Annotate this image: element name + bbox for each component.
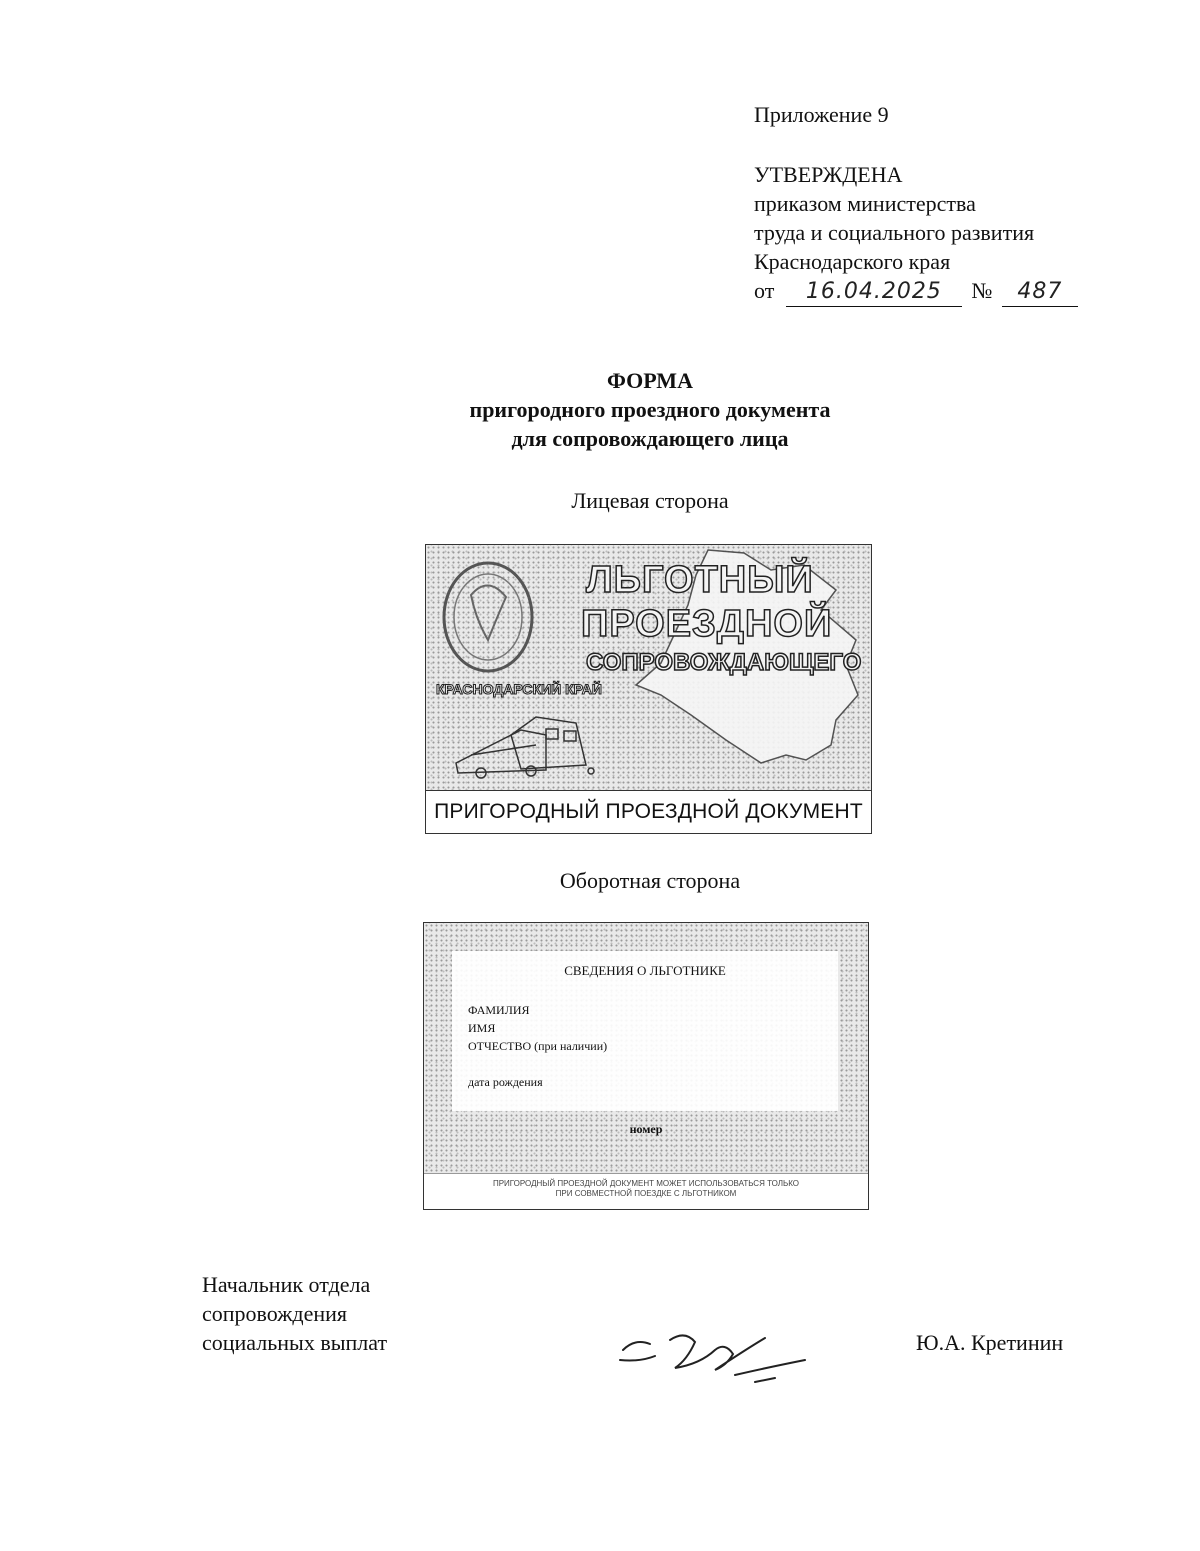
front-side-label: Лицевая сторона xyxy=(571,488,729,513)
footer-note-line-1: ПРИГОРОДНЫЙ ПРОЕЗДНОЙ ДОКУМЕНТ МОЖЕТ ИСПОЛЬЗОВАТЬСЯ ТОЛЬКО xyxy=(492,1179,800,1188)
number-prefix: № xyxy=(971,278,993,303)
front-bottom-band: ПРИГОРОДНЫЙ ПРОЕЗДНОЙ ДОКУМЕНТ xyxy=(426,790,871,833)
order-date-line xyxy=(754,276,1078,306)
approved-by-line-1: приказом министерства xyxy=(754,191,976,216)
position-line-2: сопровождения xyxy=(202,1301,348,1326)
order-date-value: 16.04.2025 xyxy=(805,279,942,304)
front-title-line-1: ЛЬГОТНЫЙ xyxy=(586,559,814,601)
document-title xyxy=(0,366,1200,453)
order-number-field xyxy=(1002,276,1078,307)
front-card xyxy=(425,544,872,834)
surname-field-label: ФАМИЛИЯ xyxy=(468,1003,530,1017)
approved-by-line-2: труда и социального развития xyxy=(754,220,1035,245)
front-title-line-2: ПРОЕЗДНОЙ xyxy=(581,603,833,645)
beneficiary-info-panel xyxy=(452,951,838,1111)
back-side-label: Оборотная сторона xyxy=(559,868,741,893)
approved-label: УТВЕРЖДЕНА xyxy=(754,162,903,187)
front-pattern xyxy=(426,545,871,793)
footer-note-line-2: ПРИ СОВМЕСТНОЙ ПОЕЗДКЕ С ЛЬГОТНИКОМ xyxy=(555,1189,737,1198)
name-field-label: ИМЯ xyxy=(468,1021,496,1035)
beneficiary-heading: СВЕДЕНИЯ О ЛЬГОТНИКЕ xyxy=(564,963,726,978)
appendix-number: Приложение 9 xyxy=(754,102,889,127)
title-line-3: для сопровождающего лица xyxy=(511,426,789,451)
back-card xyxy=(423,922,869,1210)
title-line-1: ФОРМА xyxy=(607,368,693,393)
front-region-label: КРАСНОДАРСКИЙ КРАЙ xyxy=(436,681,602,697)
train-icon xyxy=(511,717,594,774)
approval-block xyxy=(754,160,1078,306)
date-prefix: от xyxy=(754,278,775,303)
document-number-label: номер xyxy=(629,1122,663,1136)
front-title-line-3: СОПРОВОЖДАЮЩЕГО xyxy=(586,649,862,676)
emblem-icon xyxy=(444,563,532,671)
order-number-value: 487 xyxy=(1017,279,1063,304)
handwritten-signature xyxy=(615,1320,815,1390)
signer-position xyxy=(202,1270,387,1357)
position-line-3: социальных выплат xyxy=(202,1330,388,1355)
title-line-2: пригородного проездного документа xyxy=(469,397,831,422)
approved-by-line-3: Краснодарского края xyxy=(754,249,951,274)
back-footer-note xyxy=(424,1173,868,1209)
birth-date-field-label: дата рождения xyxy=(468,1075,543,1089)
patronymic-field-label: ОТЧЕСТВО (при наличии) xyxy=(468,1039,608,1053)
signer-name: Ю.А. Кретинин xyxy=(916,1330,1064,1355)
order-date-field xyxy=(786,276,962,307)
bus-icon xyxy=(456,730,546,778)
position-line-1: Начальник отдела xyxy=(202,1272,371,1297)
